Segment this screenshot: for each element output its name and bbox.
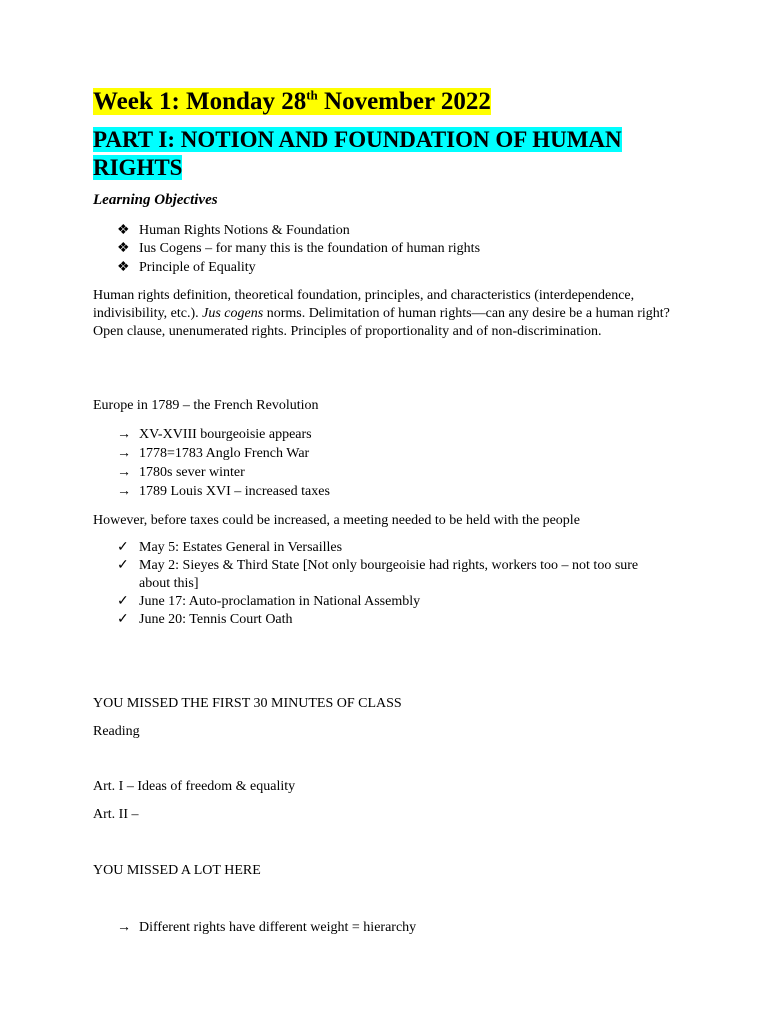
- meeting-item: ✓ June 17: Auto-proclamation in National Assembly: [117, 594, 421, 609]
- missed-30-note: YOU MISSED THE FIRST 30 MINUTES OF CLASS: [93, 696, 402, 711]
- europe-item: → XV-XVIII bourgeoisie appears: [117, 427, 312, 442]
- meeting-item: ✓ May 2: Sieyes & Third State [Not only bourgeoisie had rights, workers too – not too sure about this]: [117, 558, 639, 591]
- europe-title: Europe in 1789 – the French Revolution: [93, 398, 319, 413]
- reading-label: Reading: [93, 724, 140, 739]
- missed-lot-note: YOU MISSED A LOT HERE: [93, 863, 261, 878]
- learning-objectives-title: Learning Objectives: [93, 192, 218, 208]
- part-heading: PART I: NOTION AND FOUNDATION OF HUMAN RIGHTS: [93, 127, 622, 180]
- hierarchy-item: → Different rights have different weight = hierarchy: [117, 920, 417, 935]
- europe-item: → 1780s sever winter: [117, 465, 245, 480]
- week-heading: Week 1: Monday 28th November 2022: [93, 87, 491, 115]
- meeting-item: ✓ June 20: Tennis Court Oath: [117, 612, 293, 627]
- article-2-note: Art. II –: [93, 807, 139, 822]
- europe-item: → 1789 Louis XVI – increased taxes: [117, 484, 330, 499]
- meeting-paragraph: However, before taxes could be increased, a meeting needed to be held with the people: [93, 513, 580, 528]
- meeting-item: ✓ May 5: Estates General in Versailles: [117, 540, 343, 555]
- article-1-note: Art. I – Ideas of freedom & equality: [93, 779, 296, 794]
- intro-paragraph: Human rights definition, theoretical foundation, principles, and characteristics (interdependence, indivisibility, etc.). Jus cogens norms. Delimitation of human rights—can any desire be a human right? Open clause, unenumerated rights. Principles of proportionality and of non-discrimination.: [93, 288, 670, 339]
- europe-item: → 1778=1783 Anglo French War: [117, 446, 310, 461]
- objective-item: ❖ Principle of Equality: [117, 260, 256, 275]
- objective-item: ❖ Ius Cogens – for many this is the foundation of human rights: [117, 241, 481, 256]
- objective-item: ❖ Human Rights Notions & Foundation: [117, 223, 350, 238]
